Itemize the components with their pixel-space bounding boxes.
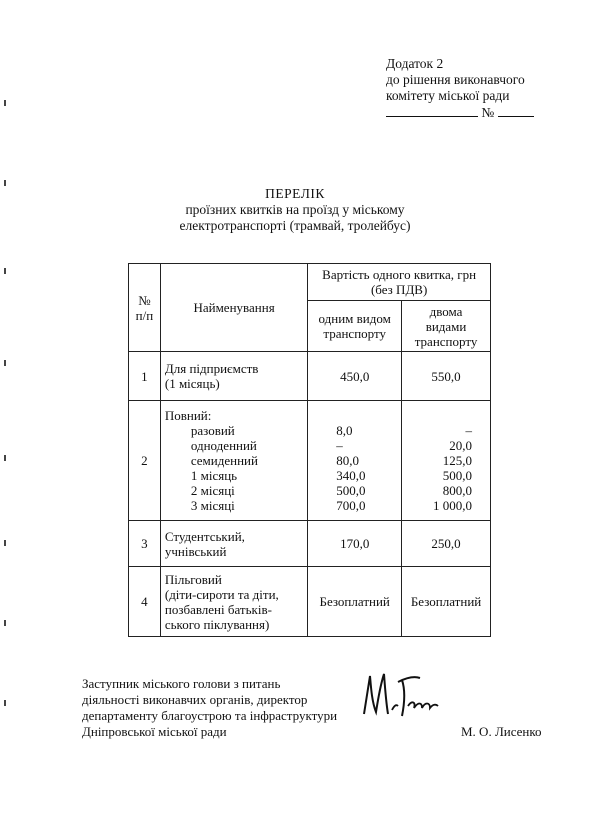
signer-name: М. О. Лисенко — [461, 724, 542, 739]
signature-line-3: департаменту благоустрою та інфраструктури — [82, 708, 338, 723]
row-price-one: Безоплатний — [308, 567, 402, 637]
row-price-two: 250,0 — [402, 521, 491, 567]
full-price-one: – — [336, 438, 343, 453]
row-number: 1 — [129, 352, 161, 401]
header-name — [160, 264, 307, 352]
full-item: разовий — [190, 423, 235, 438]
row-name: Для підприємств (1 місяць) — [160, 352, 307, 401]
header-two-transport-text: двома видами транспорту — [414, 303, 478, 349]
row-name: Пільговий (діти-сироти та діти, позбавлені батьків- ського піклування) — [160, 567, 307, 637]
annex-title: Додаток 2 — [386, 56, 444, 71]
header-number-text: № п/п — [135, 292, 154, 323]
signature-line-1: Заступник міського голови з питань — [82, 676, 281, 691]
full-title: Повний: — [164, 408, 212, 423]
annex-decision-line: до рішення виконавчого — [386, 72, 525, 87]
header-two-transport — [402, 301, 491, 352]
number-sign: № — [481, 105, 495, 120]
date-blank — [386, 104, 478, 117]
annex-block — [386, 56, 534, 121]
full-price-two: 1 000,0 — [433, 498, 472, 513]
handwritten-signature-icon — [358, 662, 442, 724]
signature-line-2: діяльності виконавчих органів, директор — [82, 692, 308, 707]
full-price-two: 20,0 — [449, 438, 472, 453]
full-item: 1 місяць — [190, 468, 238, 483]
full-prices-one — [308, 401, 402, 521]
full-price-two: 800,0 — [442, 483, 472, 498]
full-prices-two — [402, 401, 491, 521]
full-price-two: 125,0 — [442, 453, 472, 468]
full-price-two: 500,0 — [442, 468, 472, 483]
full-item: 2 місяці — [190, 483, 235, 498]
full-price-one: 500,0 — [336, 483, 366, 498]
full-price-one: 80,0 — [336, 453, 360, 468]
title-heading: ПЕРЕЛІК — [265, 186, 325, 201]
full-price-one: 340,0 — [336, 468, 366, 483]
row-name: Студентський, учнівський — [160, 521, 307, 567]
full-item: одноденний — [190, 438, 257, 453]
header-number — [129, 264, 161, 352]
header-cost — [308, 264, 491, 301]
row-number: 4 — [129, 567, 161, 637]
header-one-transport-text: одним видом транспорту — [318, 311, 391, 341]
title-line-3: електротранспорті (трамвай, тролейбус) — [179, 218, 411, 233]
signature-block — [82, 676, 337, 740]
title-line-2: проїзних квитків на проїзд у міському — [185, 202, 405, 217]
table-row — [129, 401, 491, 521]
number-blank — [498, 104, 534, 117]
row-price-two: 550,0 — [402, 352, 491, 401]
header-one-transport — [308, 301, 402, 352]
row-number: 3 — [129, 521, 161, 567]
full-item: 3 місяці — [190, 498, 235, 513]
header-cost-text: Вартість одного квитка, грн (без ПДВ) — [322, 267, 477, 297]
row-price-one: 170,0 — [308, 521, 402, 567]
full-price-one: 700,0 — [336, 498, 366, 513]
annex-number-line — [386, 104, 534, 121]
full-price-two: – — [465, 423, 472, 438]
signature-line-4: Дніпровської міської ради — [82, 724, 227, 739]
row-price-one: 450,0 — [308, 352, 402, 401]
document-title — [150, 186, 440, 234]
full-item: семиденний — [190, 453, 258, 468]
full-price-one: 8,0 — [336, 423, 353, 438]
tickets-table — [128, 263, 491, 637]
table-row — [129, 352, 491, 401]
row-price-two: Безоплатний — [402, 567, 491, 637]
annex-committee-line: комітету міської ради — [386, 88, 510, 103]
table-row — [129, 521, 491, 567]
row-name-full — [160, 401, 307, 521]
header-name-text: Найменування — [193, 300, 275, 315]
row-number: 2 — [129, 401, 161, 521]
table-row — [129, 567, 491, 637]
